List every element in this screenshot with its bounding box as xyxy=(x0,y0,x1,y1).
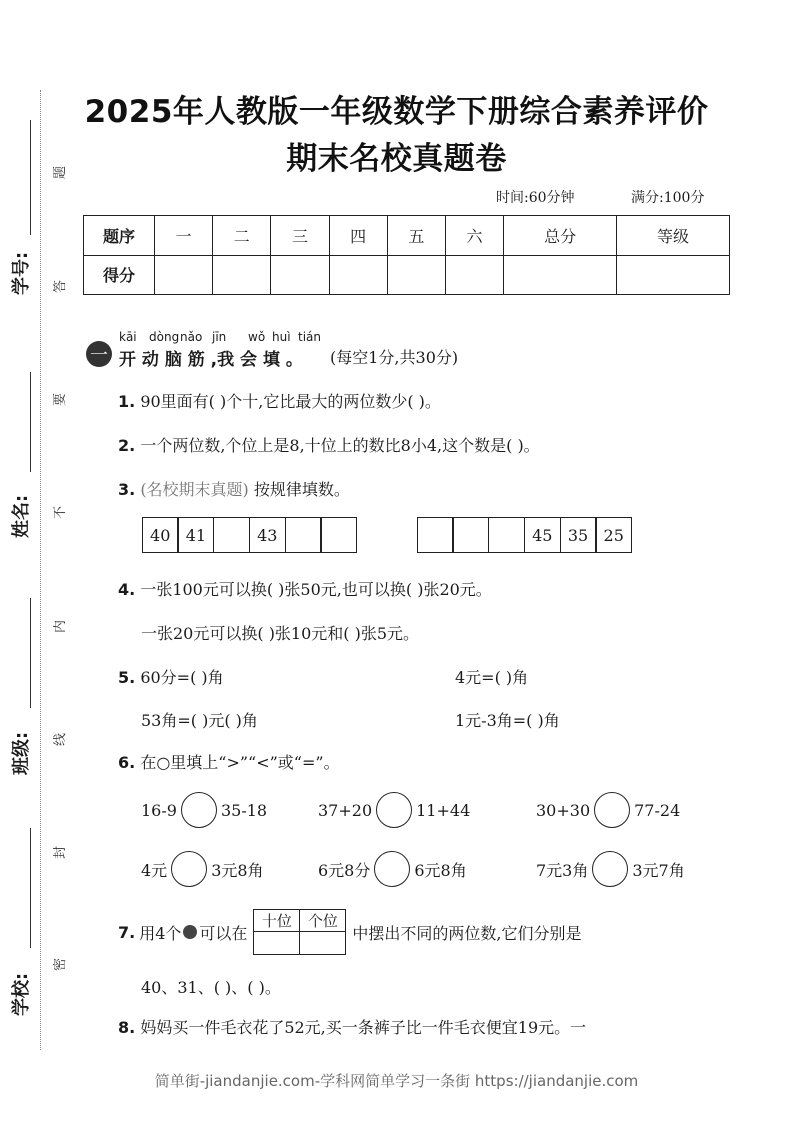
comparison-item xyxy=(536,792,680,828)
pinyin-nao: nǎo xyxy=(180,330,203,344)
sequence-boxes-1 xyxy=(143,517,357,553)
compare-circle[interactable] xyxy=(171,851,207,887)
pinyin-wo: wǒ xyxy=(248,330,266,344)
seal-char: 内 xyxy=(53,619,69,634)
table-header-cell: 六 xyxy=(445,216,503,256)
table-header-cell: 一 xyxy=(155,216,213,256)
sequence-blank[interactable] xyxy=(285,517,322,553)
question-8 xyxy=(118,1015,586,1038)
question-text: 按规律填数。 xyxy=(253,480,350,499)
table-header-cell: 五 xyxy=(387,216,445,256)
pinyin-dong: dòng xyxy=(149,330,180,344)
compare-left: 7元3角 xyxy=(536,860,589,880)
source-tag: (名校期末真题) xyxy=(140,480,249,499)
class-label: 班级: xyxy=(11,731,32,775)
question-text: 一个两位数,个位上是8,十位上的数比8小4,这个数是( )。 xyxy=(140,436,540,455)
seal-char: 不 xyxy=(53,505,69,520)
page-subtitle: 期末名校真题卷 xyxy=(286,141,507,177)
compare-circle[interactable] xyxy=(181,792,217,828)
table-row xyxy=(84,216,730,256)
sequence-cell: 41 xyxy=(177,517,214,553)
class-line xyxy=(30,598,31,708)
score-cell[interactable] xyxy=(155,255,213,295)
compare-left: 37+20 xyxy=(318,800,373,820)
compare-right: 77-24 xyxy=(634,800,681,820)
comparison-item xyxy=(318,792,470,828)
question-text-post: 中摆出不同的两位数,它们分别是 xyxy=(352,923,582,943)
ones-header: 个位 xyxy=(307,912,338,930)
school-line xyxy=(30,828,31,948)
seal-char: 答 xyxy=(53,279,69,294)
question-1 xyxy=(118,389,441,412)
name-line xyxy=(30,372,31,472)
table-row xyxy=(84,255,730,295)
question-text-pre: 用4个 xyxy=(139,923,182,943)
section-heading: 开 动 脑 筋 ,我 会 填 。 xyxy=(119,350,303,370)
section-number-badge: 一 xyxy=(86,341,112,367)
sequence-cell: 43 xyxy=(249,517,286,553)
table-header-cell: 四 xyxy=(329,216,387,256)
table-header-cell: 总分 xyxy=(504,216,617,256)
score-cell[interactable] xyxy=(387,255,445,295)
question-text: 在○里填上“>”“<”或“=”。 xyxy=(140,753,340,772)
student-id-label: 学号: xyxy=(11,251,32,295)
question-5c: 53角=( )元( )角 xyxy=(141,711,258,730)
question-5b: 4元=( )角 xyxy=(455,668,529,687)
school-label: 学校: xyxy=(11,972,32,1016)
tens-cell xyxy=(254,931,300,954)
question-7 xyxy=(118,909,582,955)
name-label: 姓名: xyxy=(11,494,32,538)
sequence-cell: 45 xyxy=(524,517,561,553)
score-cell[interactable] xyxy=(271,255,329,295)
score-cell[interactable] xyxy=(329,255,387,295)
question-text: 90里面有( )个十,它比最大的两位数少( )。 xyxy=(140,392,441,411)
comparison-item xyxy=(141,792,267,828)
question-number: 3. xyxy=(118,480,136,499)
table-header-cell: 等级 xyxy=(617,216,730,256)
sequence-cell: 25 xyxy=(595,517,632,553)
tens-header: 十位 xyxy=(254,910,300,931)
question-4 xyxy=(118,577,492,600)
compare-right: 11+44 xyxy=(416,800,471,820)
pinyin-hui: huì xyxy=(272,330,291,344)
place-value-grid xyxy=(253,909,346,955)
sequence-boxes-2 xyxy=(418,517,632,553)
sequence-cell: 35 xyxy=(560,517,597,553)
question-number: 5. xyxy=(118,668,136,687)
pinyin-kai: kāi xyxy=(119,330,137,344)
score-cell[interactable] xyxy=(617,255,730,295)
full-score: 满分:100分 xyxy=(631,190,705,206)
compare-left: 6元8分 xyxy=(318,860,371,880)
question-number: 7. xyxy=(118,922,136,942)
question-4-line-2: 一张20元可以换( )张10元和( )张5元。 xyxy=(141,624,420,643)
question-number: 8. xyxy=(118,1018,136,1037)
sequence-blank[interactable] xyxy=(320,517,357,553)
binding-dotted-line xyxy=(40,90,41,1050)
compare-left: 4元 xyxy=(141,860,168,880)
question-7-line-2: 40、31、( )、( )。 xyxy=(141,978,281,997)
bead-dot-icon xyxy=(183,925,197,939)
compare-circle[interactable] xyxy=(374,851,410,887)
question-5a: 60分=( )角 xyxy=(140,668,224,687)
comparison-item xyxy=(318,851,467,887)
compare-circle[interactable] xyxy=(592,851,628,887)
question-5 xyxy=(118,665,224,688)
compare-circle[interactable] xyxy=(376,792,412,828)
question-5d: 1元-3角=( )角 xyxy=(455,711,560,730)
table-header-cell: 三 xyxy=(271,216,329,256)
question-2 xyxy=(118,433,540,456)
sequence-blank[interactable] xyxy=(213,517,250,553)
sequence-blank[interactable] xyxy=(452,517,489,553)
score-cell[interactable] xyxy=(445,255,503,295)
compare-right: 3元7角 xyxy=(632,860,685,880)
compare-right: 6元8角 xyxy=(414,860,467,880)
page-title: 2025年人教版一年级数学下册综合素养评价 xyxy=(84,94,709,130)
section-scoring-note: (每空1分,共30分) xyxy=(330,348,459,367)
question-6 xyxy=(118,750,340,773)
question-number: 2. xyxy=(118,436,136,455)
question-number: 6. xyxy=(118,753,136,772)
compare-left: 16-9 xyxy=(141,800,177,820)
pinyin-tian: tián xyxy=(298,330,321,344)
question-text: 妈妈买一件毛衣花了52元,买一条裤子比一件毛衣便宜19元。一 xyxy=(140,1018,587,1037)
question-number: 4. xyxy=(118,580,136,599)
comparison-item xyxy=(141,851,264,887)
seal-char: 密 xyxy=(53,957,69,972)
seal-char: 线 xyxy=(53,732,69,747)
compare-right: 3元8角 xyxy=(211,860,264,880)
ones-cell xyxy=(300,931,345,954)
score-table xyxy=(83,215,730,295)
sequence-blank[interactable] xyxy=(488,517,525,553)
question-number: 1. xyxy=(118,392,136,411)
score-cell[interactable] xyxy=(213,255,271,295)
seal-char: 题 xyxy=(53,165,69,180)
question-3 xyxy=(118,477,350,500)
time-limit: 时间:60分钟 xyxy=(496,190,575,206)
question-text-mid: 可以在 xyxy=(199,923,248,943)
compare-left: 30+30 xyxy=(536,800,591,820)
seal-char: 要 xyxy=(53,392,69,407)
sequence-cell: 40 xyxy=(142,517,179,553)
score-row-label: 得分 xyxy=(84,255,155,295)
score-cell[interactable] xyxy=(504,255,617,295)
comparison-item xyxy=(536,851,685,887)
sequence-blank[interactable] xyxy=(417,517,454,553)
table-header-cell: 题序 xyxy=(84,216,155,256)
compare-right: 35-18 xyxy=(220,800,268,820)
question-text: 一张100元可以换( )张50元,也可以换( )张20元。 xyxy=(140,580,492,599)
table-header-cell: 二 xyxy=(213,216,271,256)
footer-watermark: 简单街-jiandanjie.com-学科网简单学习一条街 https://jiandanjie.com xyxy=(154,1072,639,1090)
compare-circle[interactable] xyxy=(594,792,630,828)
seal-char: 封 xyxy=(53,845,69,860)
pinyin-jin: jīn xyxy=(212,330,227,344)
